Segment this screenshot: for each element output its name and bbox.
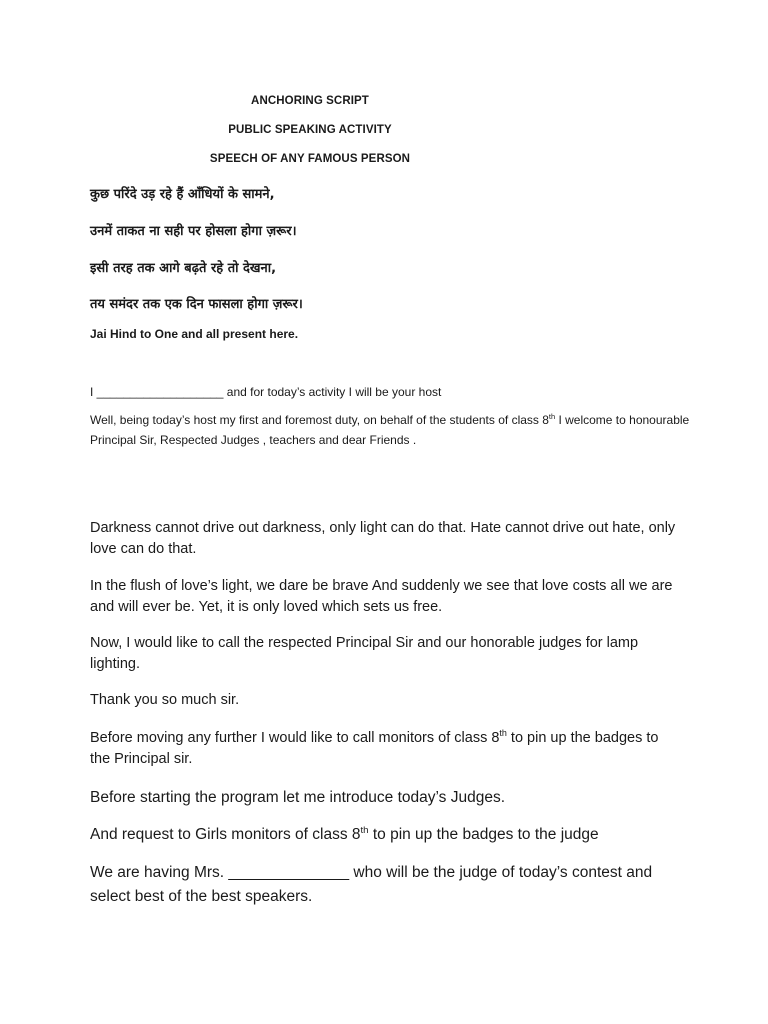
p5-superscript: th bbox=[499, 728, 507, 739]
speech-paragraph-8: We are having Mrs. ______________ who will be the judge of today’s contest and select best of the best speakers. bbox=[90, 864, 653, 905]
speech-paragraph-1: Darkness cannot drive out darkness, only light can do that. Hate cannot drive out hate, only love can do that. bbox=[90, 520, 676, 557]
subtitle-speech-topic: SPEECH OF ANY FAMOUS PERSON bbox=[209, 153, 411, 165]
speech-paragraph-4: Thank you so much sir. bbox=[90, 692, 240, 708]
poem-line-3: इसी तरह तक आगे बढ़ते रहे तो देखना, bbox=[90, 261, 277, 276]
speech-paragraph-5 bbox=[90, 728, 680, 770]
poem-line-1: कुछ परिंदे उड़ रहे हैं आँधियों के सामने, bbox=[90, 187, 275, 202]
speech-paragraph-2: In the flush of love’s light, we dare be brave And suddenly we see that love costs all we are and will ever be. Yet, it is only loved which sets us free. bbox=[90, 578, 673, 615]
host-line: I ___________________ and for today’s activity I will be your host bbox=[90, 385, 442, 399]
welcome-text-end: I welcome to honourable Principal Sir, Respected Judges , teachers and dear Friends . bbox=[90, 413, 690, 447]
welcome-paragraph bbox=[90, 410, 690, 450]
subtitle-public-speaking: PUBLIC SPEAKING ACTIVITY bbox=[228, 124, 392, 136]
p7-superscript: th bbox=[360, 824, 369, 836]
speech-paragraph-7 bbox=[90, 823, 680, 847]
poem-line-2: उनमें ताकत ना सही पर होसला होगा ज़रूर। bbox=[90, 224, 297, 239]
p5-text-start: Before moving any further I would like to call monitors of class 8 bbox=[90, 730, 500, 746]
p7-text-end: to pin up the badges to the judge bbox=[368, 826, 599, 843]
speech-paragraph-3: Now, I would like to call the respected Principal Sir and our honorable judges for lamp lighting. bbox=[90, 635, 639, 672]
p5-text-end: to pin up the badges to the Principal sir. bbox=[90, 730, 659, 767]
welcome-superscript: th bbox=[548, 412, 556, 421]
welcome-text-start: Well, being today’s host my first and foremost duty, on behalf of the students of class 8 bbox=[90, 413, 549, 427]
p7-text-start: And request to Girls monitors of class 8 bbox=[90, 826, 361, 843]
poem-line-4: तय समंदर तक एक दिन फासला होगा ज़रूर। bbox=[90, 297, 303, 312]
title-anchoring-script: ANCHORING SCRIPT bbox=[251, 95, 369, 107]
greeting-line: Jai Hind to One and all present here. bbox=[90, 327, 299, 341]
speech-paragraph-6: Before starting the program let me introduce today’s Judges. bbox=[90, 789, 505, 806]
